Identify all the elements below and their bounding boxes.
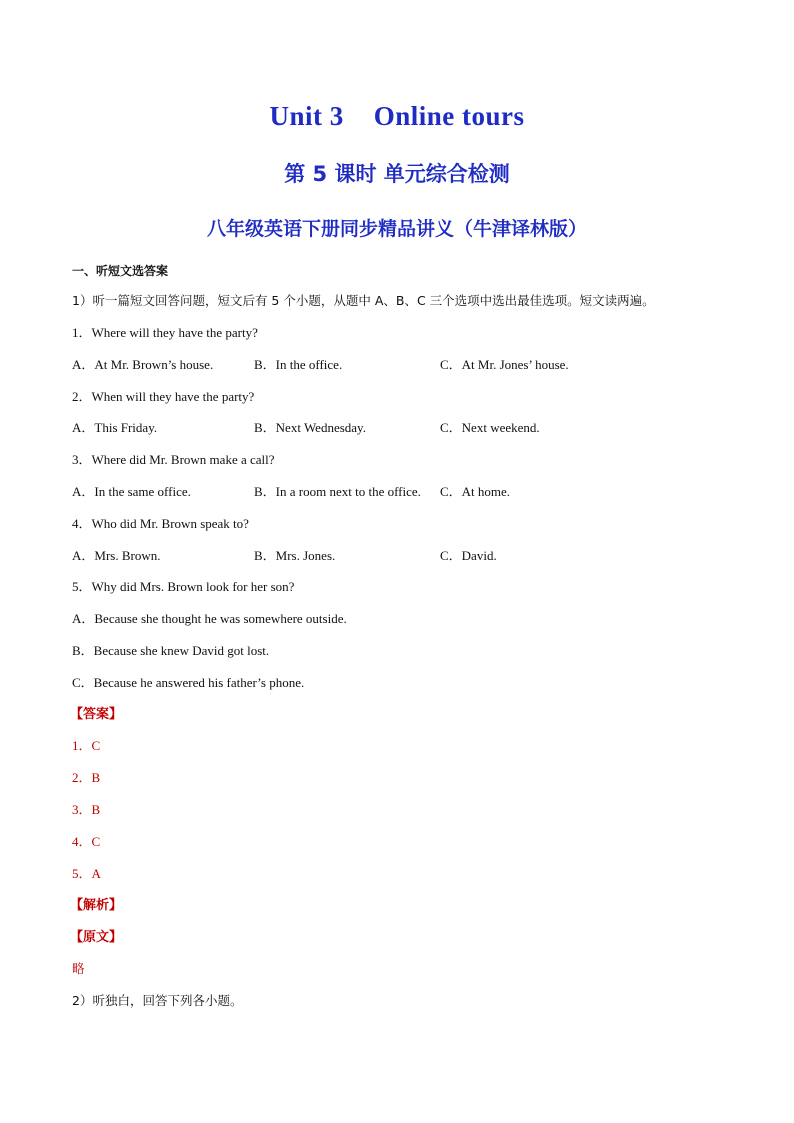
question-5-option-b: B．Because she knew David got lost.	[72, 643, 270, 658]
option-b: B．In a room next to the office.	[254, 484, 421, 499]
option-a: A．At Mr. Brown’s house.	[72, 357, 214, 372]
answer-5: 5．A	[72, 866, 101, 881]
unit-title	[0, 101, 794, 132]
question-5: 5．Why did Mrs. Brown look for her son?	[72, 579, 295, 594]
section-heading: 一、听短文选答案	[72, 264, 169, 278]
question-1-options	[72, 357, 732, 373]
answer-2: 2．B	[72, 770, 101, 785]
question-4-options	[72, 548, 732, 564]
option-b: B．Next Wednesday.	[254, 420, 366, 435]
option-a: A．This Friday.	[72, 420, 158, 435]
option-c: C．Next weekend.	[440, 420, 540, 435]
answer-4: 4．C	[72, 834, 101, 849]
lesson-title: 第 5 课时 单元综合检测	[284, 162, 510, 186]
answer-3: 3．B	[72, 802, 101, 817]
question-4: 4．Who did Mr. Brown speak to?	[72, 516, 249, 531]
option-c: C．David.	[440, 548, 497, 563]
document-subtitle: 八年级英语下册同步精品讲义（牛津译林版）	[206, 218, 587, 240]
original-label: 【原文】	[70, 930, 123, 945]
question-3: 3．Where did Mr. Brown make a call?	[72, 452, 275, 467]
original-text: 略	[72, 961, 85, 976]
question-5-option-c: C．Because he answered his father’s phone.	[72, 675, 305, 690]
option-c: C．At Mr. Jones’ house.	[440, 357, 569, 372]
question-1: 1．Where will they have the party?	[72, 325, 258, 340]
question-2-options	[72, 420, 732, 436]
option-b: B．In the office.	[254, 357, 343, 372]
option-a: A．In the same office.	[72, 484, 191, 499]
analysis-label: 【解析】	[70, 898, 123, 913]
part1-instruction: 1）听一篇短文回答问题，短文后有 5 个小题，从题中 A、B、C 三个选项中选出最佳选项。短文读两遍。	[72, 293, 655, 308]
question-3-options	[72, 484, 732, 500]
option-a: A．Mrs. Brown.	[72, 548, 161, 563]
unit-number: Unit 3	[269, 101, 344, 131]
option-b: B．Mrs. Jones.	[254, 548, 336, 563]
answer-label: 【答案】	[70, 707, 123, 722]
question-5-option-a: A．Because she thought he was somewhere outside.	[72, 611, 347, 626]
option-c: C．At home.	[440, 484, 511, 499]
question-2: 2．When will they have the party?	[72, 389, 255, 404]
unit-topic: Online tours	[373, 101, 525, 131]
part2-instruction: 2）听独白，回答下列各小题。	[72, 993, 243, 1008]
answer-1: 1．C	[72, 738, 101, 753]
